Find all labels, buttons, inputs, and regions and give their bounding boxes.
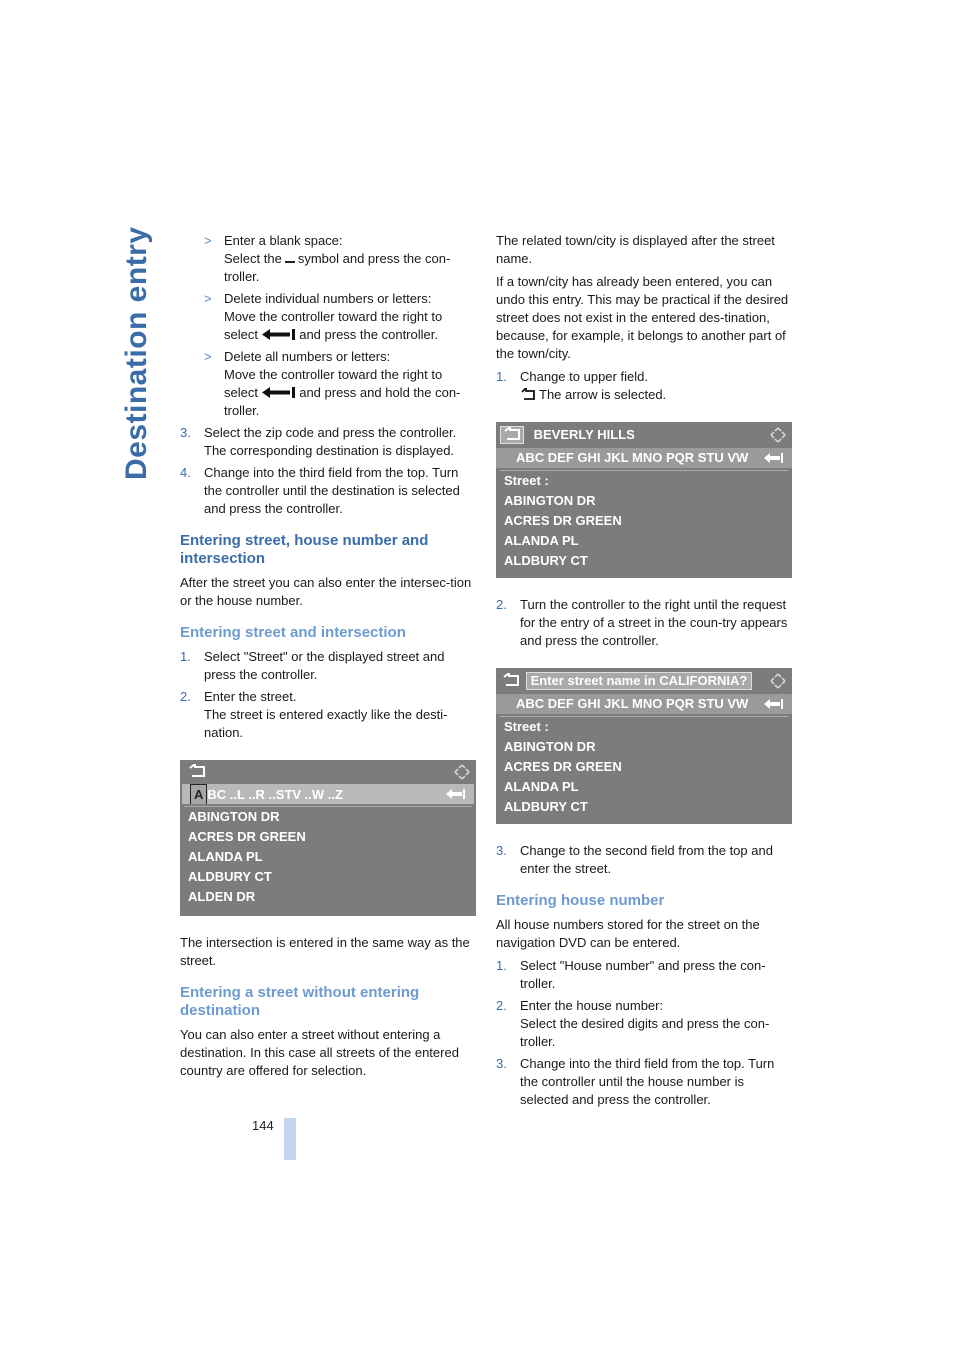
selected-letter[interactable]: A — [190, 784, 207, 804]
step-3-select-house-number: 3. Change into the third field from the top. Turn the controller until the house number is selected and press the controller. — [496, 1056, 775, 1107]
right-column — [496, 232, 792, 1113]
list-item[interactable]: ABINGTON DR — [504, 739, 596, 754]
backspace-arrow-icon[interactable] — [446, 789, 466, 799]
step-2-enter-house-number: 2. Enter the house number: Select the desired digits and press the con-troller. — [496, 998, 770, 1049]
step-1-select-street: 1. Select "Street" or the displayed street and press the controller. — [180, 649, 445, 682]
screen-title: BEVERLY HILLS — [533, 427, 635, 442]
screen-top-row — [496, 422, 792, 448]
list-item[interactable]: ALDBURY CT — [504, 553, 588, 568]
back-arrow-icon[interactable] — [188, 764, 206, 778]
list-item[interactable]: ALANDA PL — [504, 533, 579, 548]
bullet-blank-space: > Enter a blank space: Select the symbol and press the con-troller. — [204, 233, 451, 284]
screen-street-list — [180, 760, 476, 916]
scroll-indicator-icon — [770, 673, 786, 689]
step-2-enter-street: 2. Enter the street. The street is entered exactly like the desti-nation. — [180, 689, 448, 740]
alphabet-bar[interactable] — [496, 694, 792, 714]
section-title: Destination entry — [120, 226, 153, 480]
alphabet-letters[interactable]: BC ..L ..R ..STV ..W ..Z — [207, 787, 343, 802]
backspace-arrow-icon[interactable] — [764, 699, 784, 709]
back-arrow-icon[interactable] — [502, 673, 520, 687]
alphabet-bar[interactable] — [182, 784, 474, 804]
alphabet-letters[interactable]: ABC DEF GHI JKL MNO PQR STU VW — [516, 450, 749, 465]
step-4-third-field: 4. Change into the third field from the top. Turn the controller until the destination is selected and press the controller. — [180, 465, 460, 516]
list-item[interactable]: ALDEN DR — [188, 889, 256, 904]
screen-top-row — [180, 760, 476, 784]
list-item[interactable]: ALANDA PL — [504, 779, 579, 794]
list-item[interactable]: ABINGTON DR — [188, 809, 280, 824]
screen-enter-street-california — [496, 668, 792, 824]
list-item[interactable]: ACRES DR GREEN — [188, 829, 306, 844]
step-2-turn-controller: 2. Turn the controller to the right until the request for the entry of a street in the coun-try appears and press the controller. — [496, 597, 788, 648]
heading-street-intersection: Entering street and intersection — [180, 624, 406, 641]
screen-beverly-hills — [496, 422, 792, 578]
street-label: Street : — [504, 473, 549, 488]
heading-house-number: Entering house number — [496, 892, 665, 909]
heading-without-destination: Entering a street without entering destination — [180, 984, 420, 1019]
paragraph-undo: If a town/city has already been entered, you can undo this entry. This may be practical if the desired street does not exist in the entered des-tination, because, for example, it belongs to another part of the town/city. — [496, 274, 789, 361]
backspace-arrow-icon — [262, 329, 296, 340]
step-3-second-field: 3. Change to the second field from the top and enter the street. — [496, 843, 773, 876]
screen-title[interactable]: Enter street name in CALIFORNIA? — [526, 672, 753, 690]
bullet-delete-all: > Delete all numbers or letters: Move the controller toward the right to select and press and hold the con-troller. — [204, 349, 461, 418]
list-item[interactable]: ACRES DR GREEN — [504, 759, 622, 774]
left-column — [180, 232, 476, 1085]
list-item[interactable]: ALANDA PL — [188, 849, 263, 864]
paragraph-intersection: The intersection is entered in the same way as the street. — [180, 935, 470, 968]
list-item[interactable]: ALDBURY CT — [504, 799, 588, 814]
list-item[interactable]: ACRES DR GREEN — [504, 513, 622, 528]
step-3-zip: 3. Select the zip code and press the controller. The corresponding destination is displayed. — [180, 425, 457, 458]
screen-top-row — [496, 668, 792, 694]
page-marker-bar — [284, 1118, 296, 1160]
scroll-indicator-icon — [770, 427, 786, 443]
list-item[interactable]: ALDBURY CT — [188, 869, 272, 884]
heading-street-house: Entering street, house number and intersection — [180, 532, 429, 567]
backspace-arrow-icon — [262, 387, 296, 398]
step-1-upper-field: 1. Change to upper field. The arrow is selected. — [496, 369, 667, 402]
alphabet-letters[interactable]: ABC DEF GHI JKL MNO PQR STU VW — [516, 696, 749, 711]
alphabet-bar[interactable] — [496, 448, 792, 468]
paragraph-house-number: All house numbers stored for the street on the navigation DVD can be entered. — [496, 917, 760, 950]
back-arrow-icon — [520, 388, 536, 400]
page-number: 144 — [252, 1118, 274, 1133]
street-label: Street : — [504, 719, 549, 734]
back-arrow-icon[interactable] — [503, 427, 521, 441]
paragraph-after-street: After the street you can also enter the intersec-tion or the house number. — [180, 575, 472, 608]
paragraph-related-town: The related town/city is displayed after the street name. — [496, 233, 775, 266]
step-1-house-number: 1. Select "House number" and press the con-troller. — [496, 958, 766, 991]
paragraph-without-destination: You can also enter a street without entering a destination. In this case all streets of the entered country are offered for selection. — [180, 1027, 459, 1078]
list-item[interactable]: ABINGTON DR — [504, 493, 596, 508]
bullet-delete-individual: > Delete individual numbers or letters: Move the controller toward the right to select and press the controller. — [204, 291, 443, 342]
backspace-arrow-icon[interactable] — [764, 453, 784, 463]
scroll-indicator-icon — [454, 764, 470, 780]
underscore-symbol-icon — [285, 251, 295, 263]
